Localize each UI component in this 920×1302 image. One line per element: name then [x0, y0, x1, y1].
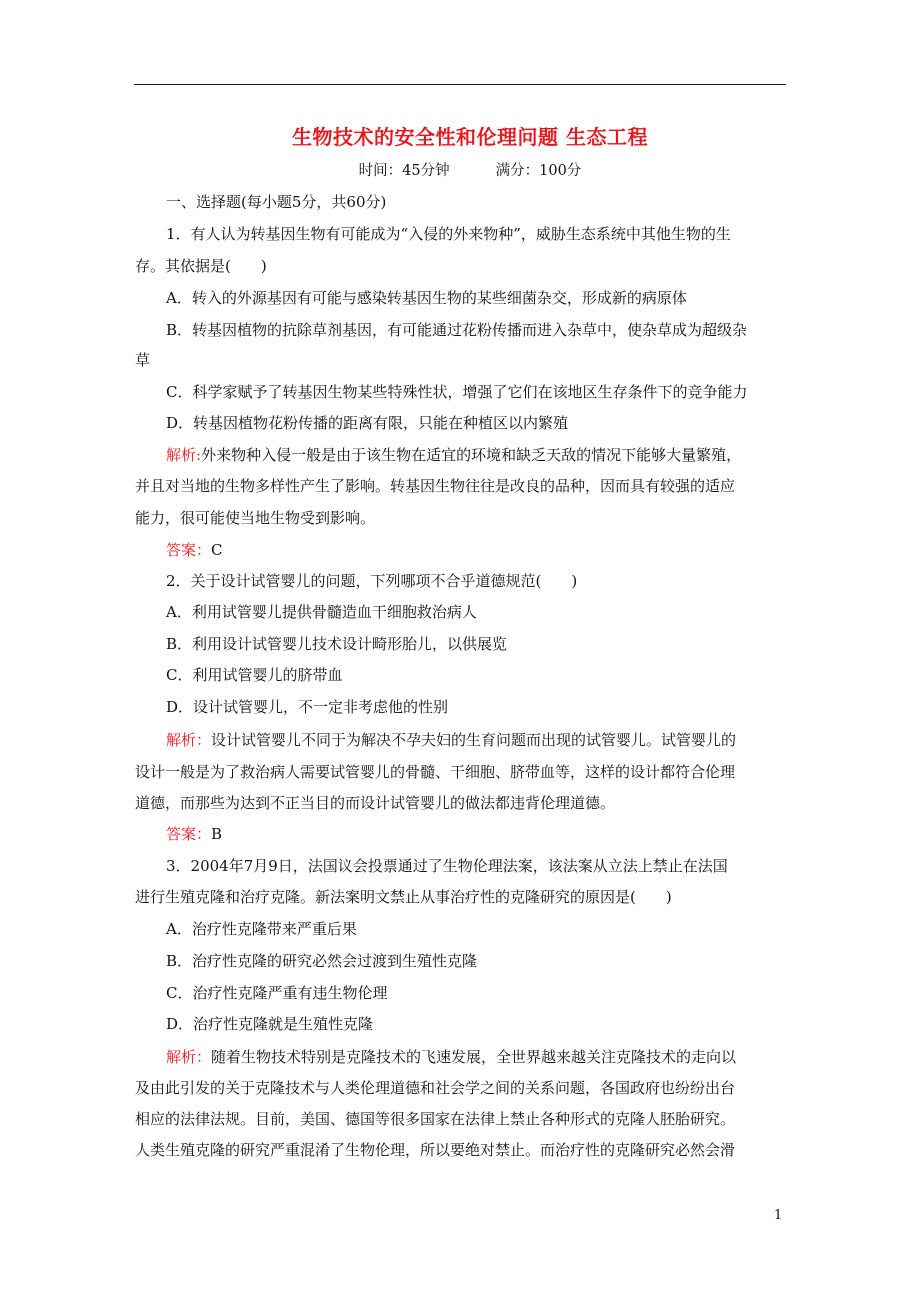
q2-option-d: D．设计试管婴儿，不一定非考虑他的性别: [166, 698, 449, 716]
analysis-label: 解析：: [166, 1048, 212, 1066]
q1-option-a: A．转入的外源基因有可能与感染转基因生物的某些细菌杂交，形成新的病原体: [166, 289, 687, 307]
q2-option-a: A．利用试管婴儿提供骨髓造血干细胞救治病人: [166, 603, 477, 621]
q2-option-b: B．利用设计试管婴儿技术设计畸形胎儿，以供展览: [166, 635, 508, 653]
answer-label: 答案：: [166, 825, 212, 843]
q1-option-b-cont: 草: [135, 351, 151, 369]
page-title: 生物技术的安全性和伦理问题 生态工程: [292, 125, 648, 149]
q1-stem-line1: 1．有人认为转基因生物有可能成为“入侵的外来物种”，威胁生态系统中其他生物的生: [166, 225, 731, 243]
analysis-label: 解析：: [166, 731, 212, 749]
q2-answer: 答案：B: [166, 825, 223, 843]
q3-stem-line2: 进行生殖克隆和治疗克隆。新法案明文禁止从事治疗性的克隆研究的原因是( ): [135, 888, 672, 906]
q3-analysis-line4: 人类生殖克隆的研究严重混淆了生物伦理，所以要绝对禁止。而治疗性的克隆研究必然会滑: [135, 1141, 736, 1159]
q1-analysis-line1: 解析:外来物种入侵一般是由于该生物在适宜的环境和缺乏天敌的情况下能够大量繁殖，: [166, 446, 742, 464]
q2-analysis-line2: 设计一般是为了救治病人需要试管婴儿的骨髓、干细胞、脐带血等，这样的设计都符合伦理: [135, 763, 736, 781]
q1-option-b: B．转基因植物的抗除草剂基因，有可能通过花粉传播而进入杂草中，使杂草成为超级杂: [166, 321, 748, 339]
q3-analysis-line2: 及由此引发的关于克隆技术与人类伦理道德和社会学之间的关系问题，各国政府也纷纷出台: [135, 1079, 736, 1097]
header-rule: [134, 84, 786, 85]
q3-stem-line1: 3．2004年7月9日，法国议会投票通过了生物伦理法案，该法案从立法上禁止在法国: [166, 857, 728, 875]
analysis-label: 解析:: [166, 446, 202, 464]
q3-option-b: B．治疗性克隆的研究必然会过渡到生殖性克隆: [166, 952, 478, 970]
q2-stem: 2．关于设计试管婴儿的问题，下列哪项不合乎道德规范( ): [166, 572, 578, 590]
q1-answer: 答案：C: [166, 541, 223, 559]
q3-option-c: C．治疗性克隆严重有违生物伦理: [166, 984, 388, 1002]
q1-option-d: D．转基因植物花粉传播的距离有限，只能在种植区以内繁殖: [166, 414, 569, 432]
q3-analysis-line1: 解析：随着生物技术特别是克隆技术的飞速发展，全世界越来越关注克隆技术的走向以: [166, 1048, 737, 1066]
answer-label: 答案：: [166, 541, 212, 559]
q1-option-c: C．科学家赋予了转基因生物某些特殊性状，增强了它们在该地区生存条件下的竞争能力: [166, 383, 748, 401]
q3-analysis-line3: 相应的法律法规。目前，美国、德国等很多国家在法律上禁止各种形式的克隆人胚胎研究。: [135, 1110, 736, 1128]
section-heading: 一、选择题(每小题5分，共60分): [166, 193, 387, 211]
page-number: 1: [774, 1208, 783, 1223]
q1-analysis-line2: 并且对当地的生物多样性产生了影响。转基因生物往往是改良的品种，因而具有较强的适应: [135, 477, 736, 495]
q2-analysis-line3: 道德，而那些为达到不正当目的而设计试管婴儿的做法都违背伦理道德。: [135, 794, 616, 812]
q1-stem-line2: 存。其依据是( ): [135, 257, 267, 275]
full-score: 满分：100分: [495, 163, 582, 179]
q2-option-c: C．利用试管婴儿的脐带血: [166, 666, 343, 684]
q1-analysis-line3: 能力，很可能使当地生物受到影响。: [135, 509, 376, 527]
exam-meta: [0, 159, 920, 180]
q3-option-d: D．治疗性克隆就是生殖性克隆: [166, 1015, 374, 1033]
q2-analysis-line1: 解析：设计试管婴儿不同于为解决不孕夫妇的生育问题而出现的试管婴儿。试管婴儿的: [166, 731, 737, 749]
q3-option-a: A．治疗性克隆带来严重后果: [166, 920, 357, 938]
time-limit: 时间：45分钟: [358, 163, 450, 179]
